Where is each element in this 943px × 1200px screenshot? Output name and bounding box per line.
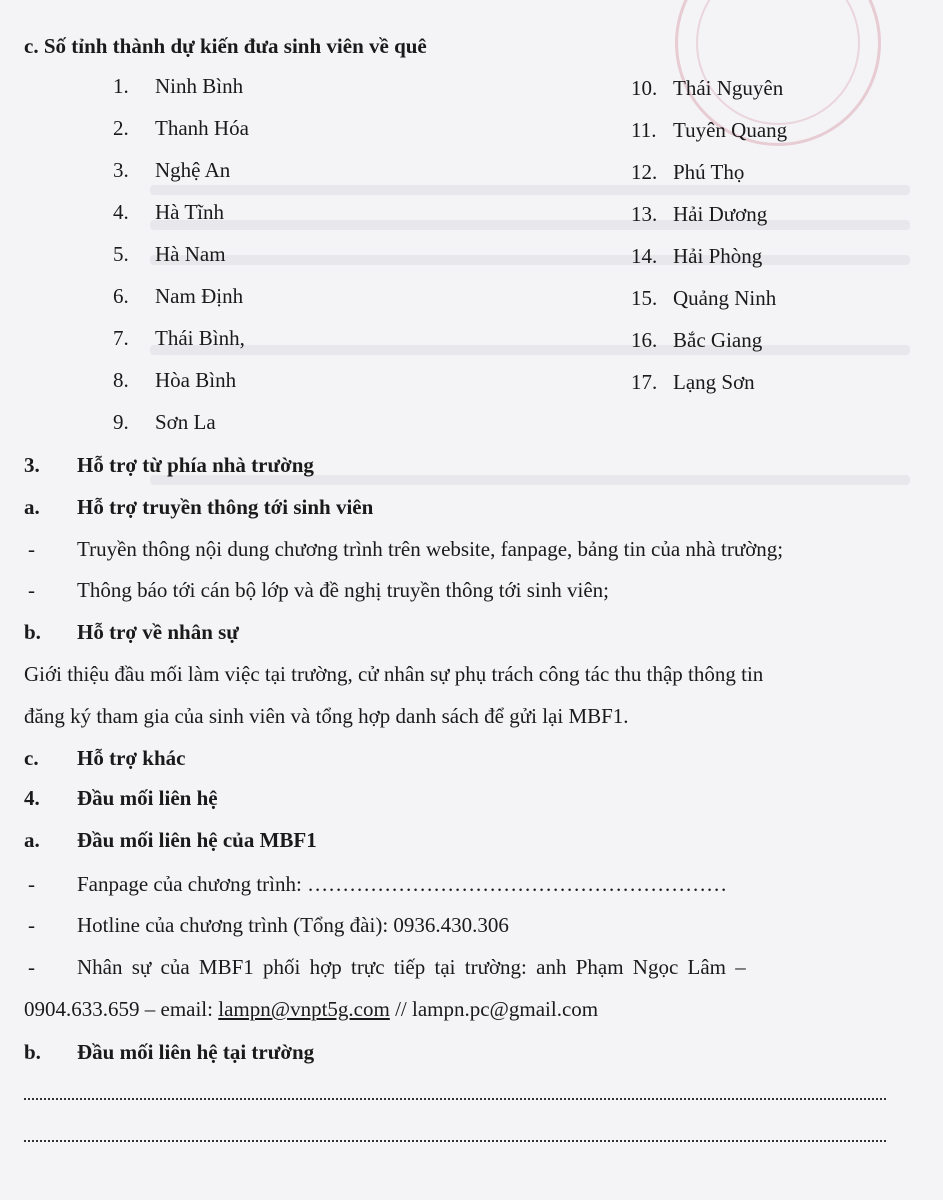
bullet-text: Thông báo tới cán bộ lớp và đề nghị truyền thông tới sinh viên;	[77, 578, 609, 602]
section-3b-paragraph-line1: Giới thiệu đầu mối làm việc tại trường, cử nhân sự phụ trách công tác thu thập thông tin	[24, 662, 764, 686]
list-item-num: 13.	[631, 202, 658, 226]
staff-line1: Nhân sự của MBF1 phối hợp trực tiếp tại trường: anh Phạm Ngọc Lâm –	[77, 955, 746, 979]
list-item-num: 6.	[113, 284, 129, 308]
show-through-line	[150, 255, 910, 265]
fill-in-dotted-line	[24, 1138, 886, 1142]
staff-phone: 0904.633.659 – email:	[24, 997, 219, 1021]
list-item-name: Quảng Ninh	[673, 286, 777, 310]
show-through-line	[150, 345, 910, 355]
list-item-num: 9.	[113, 410, 129, 434]
staff-email-alt: // lampn.pc@gmail.com	[389, 997, 599, 1021]
list-item-num: 12.	[631, 160, 658, 184]
list-item-name: Sơn La	[155, 410, 216, 434]
list-item-num: 4.	[113, 200, 129, 224]
section-3b-num: b.	[24, 620, 41, 644]
list-item-name: Nam Định	[155, 284, 244, 308]
list-item	[113, 200, 224, 224]
section-4-title: Đầu mối liên hệ	[77, 786, 218, 810]
section-3-title: Hỗ trợ từ phía nhà trường	[77, 453, 314, 477]
list-item-name: Phú Thọ	[673, 160, 745, 184]
show-through-line	[150, 220, 910, 230]
list-item-name: Hà Nam	[155, 242, 226, 266]
section-3b-paragraph-line2: đăng ký tham gia của sinh viên và tổng hợp danh sách để gửi lại MBF1.	[24, 704, 629, 728]
list-item-name: Hải Dương	[673, 202, 768, 226]
list-item-name: Thanh Hóa	[155, 116, 249, 140]
section-3a-num: a.	[24, 495, 40, 519]
list-item-num: 2.	[113, 116, 129, 140]
list-item-num: 7.	[113, 326, 129, 350]
list-item	[113, 158, 230, 182]
list-item-name: Nghệ An	[155, 158, 231, 182]
list-item-name: Tuyên Quang	[673, 118, 788, 142]
list-item	[113, 326, 245, 350]
section-3-num: 3.	[24, 453, 40, 477]
hotline-line: Hotline của chương trình (Tổng đài): 0936.430.306	[77, 913, 509, 937]
list-item-name: Thái Bình,	[155, 326, 245, 350]
fill-in-dotted-line	[24, 1096, 886, 1100]
list-item	[631, 160, 744, 184]
list-item	[113, 242, 226, 266]
list-item-num: 17.	[631, 370, 658, 394]
bullet-dash: -	[28, 913, 35, 937]
list-item	[631, 328, 762, 352]
list-item	[113, 410, 216, 434]
list-item-num: 3.	[113, 158, 129, 182]
section-4b-title: Đầu mối liên hệ tại trường	[77, 1040, 315, 1064]
section-4a-title: Đầu mối liên hệ của MBF1	[77, 828, 317, 852]
section-3c-num: c.	[24, 746, 39, 770]
list-item	[631, 202, 767, 226]
list-item-num: 10.	[631, 76, 658, 100]
list-item-name: Hà Tĩnh	[155, 200, 225, 224]
section-4-num: 4.	[24, 786, 40, 810]
list-item-name: Thái Nguyên	[673, 76, 784, 100]
list-item	[631, 244, 762, 268]
list-item-name: Lạng Sơn	[673, 370, 755, 394]
list-item-num: 16.	[631, 328, 658, 352]
section-c-title: c. Số tỉnh thành dự kiến đưa sinh viên về quê	[24, 34, 427, 58]
list-item-name: Bắc Giang	[673, 328, 763, 352]
bullet-dash: -	[28, 578, 35, 602]
list-item	[113, 74, 243, 98]
list-item	[631, 370, 755, 394]
bullet-dash: -	[28, 872, 35, 896]
list-item	[631, 76, 783, 100]
list-item	[113, 284, 243, 308]
staff-line2	[24, 997, 598, 1021]
bullet-dash: -	[28, 537, 35, 561]
list-item	[631, 118, 787, 142]
list-item-num: 14.	[631, 244, 658, 268]
list-item	[631, 286, 776, 310]
list-item-num: 11.	[631, 118, 657, 142]
list-item-num: 1.	[113, 74, 129, 98]
list-item-name: Hải Phòng	[673, 244, 763, 268]
section-3a-title: Hỗ trợ truyền thông tới sinh viên	[77, 495, 374, 519]
section-3b-title: Hỗ trợ về nhân sự	[77, 620, 239, 644]
section-4a-num: a.	[24, 828, 40, 852]
list-item-num: 5.	[113, 242, 129, 266]
list-item	[113, 368, 236, 392]
list-item	[113, 116, 249, 140]
bullet-dash: -	[28, 955, 35, 979]
section-4b-num: b.	[24, 1040, 41, 1064]
fanpage-line: Fanpage của chương trình: ……………………………………………………	[77, 872, 728, 896]
bullet-text: Truyền thông nội dung chương trình trên website, fanpage, bảng tin của nhà trường;	[77, 537, 784, 561]
list-item-num: 8.	[113, 368, 129, 392]
list-item-name: Hòa Bình	[155, 368, 237, 392]
section-3c-title: Hỗ trợ khác	[77, 746, 186, 770]
list-item-name: Ninh Bình	[155, 74, 244, 98]
email-link[interactable]: lampn@vnpt5g.com	[218, 997, 390, 1021]
show-through-line	[150, 185, 910, 195]
list-item-num: 15.	[631, 286, 658, 310]
